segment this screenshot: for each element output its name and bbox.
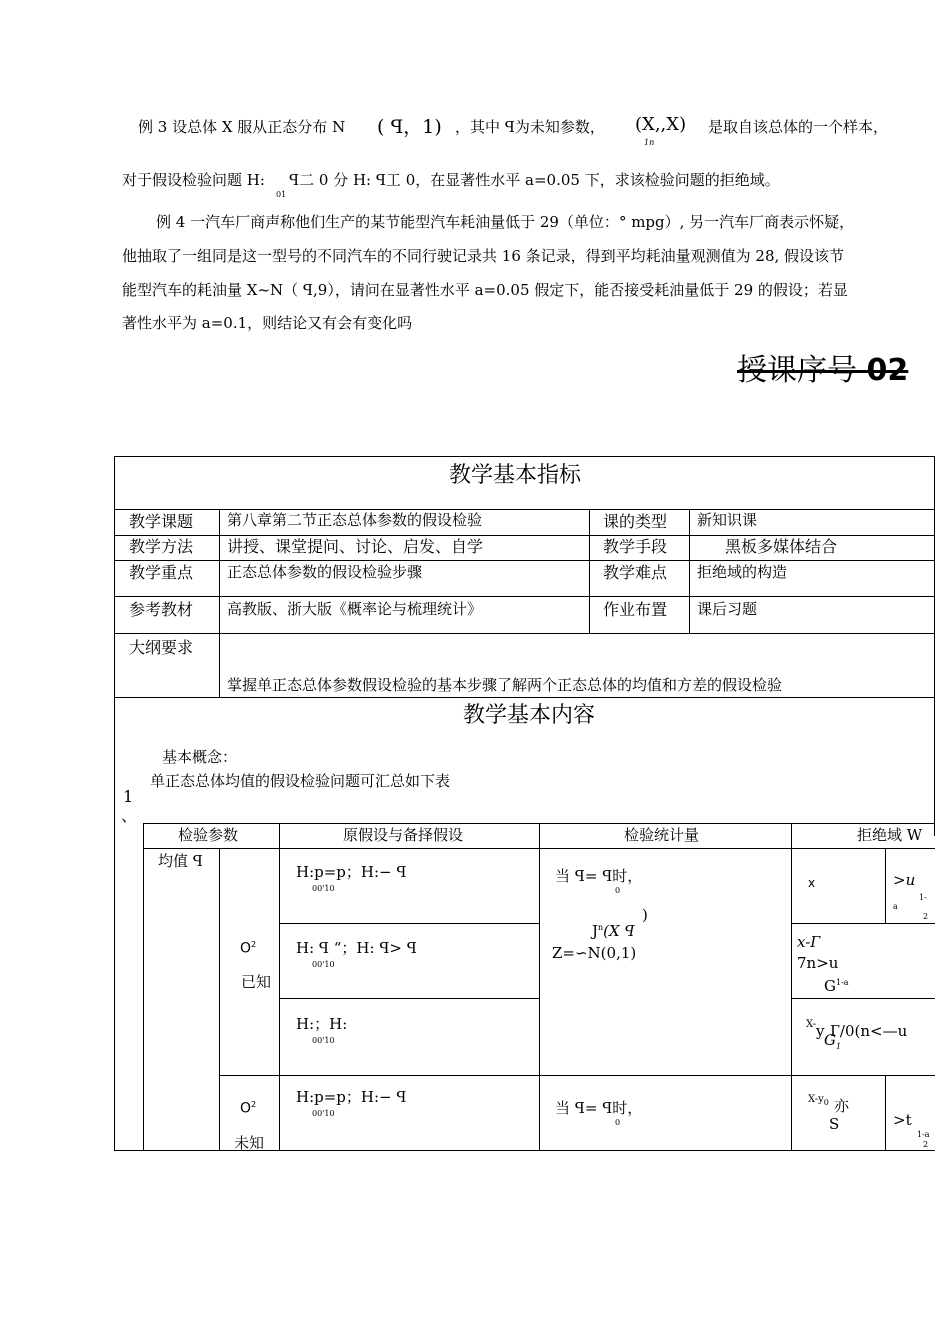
col-line [589,509,590,633]
rejection-row1-sub2: a [893,902,898,911]
concept-label: 基本概念： [162,748,238,766]
rejection-row3-g: G [824,1031,836,1049]
sigma-known-letter: O [240,940,252,957]
rejection-row4-sub2: 2 [923,1140,929,1149]
example3-line2-sub: 01 [276,190,287,199]
inner-col-line [791,823,792,1151]
rejection-row1-sub3: 2 [923,912,929,921]
example4-line3: 能型汽车的耗油量 X~N（ ꟼ,9），请问在显著性水平 a=0.05 假定下，能否接受耗油量低于 29 的假设；若显 [122,281,848,299]
rejection-row4-right: >t [893,1111,912,1129]
inner-row-line [279,998,539,999]
section-number: 1 [123,787,134,806]
inner-col-line [143,823,144,1151]
rejection-row3-d [824,1030,841,1057]
rejection-row2-c [824,973,849,996]
means-label: 教学手段 [603,537,668,556]
rejection-row3-c: Г/0(n<—u [830,1022,908,1040]
header-hypothesis: 原假设与备择假设 [343,826,464,844]
topic-value: 第八章第二节正态总体参数的假设检验 [227,511,483,529]
type-value: 新知识课 [697,511,758,529]
outline-value: 掌握单正态总体参数假设检验的基本步骤了解两个正态总体的均值和方差的假设检验 [227,676,783,694]
col-line [689,509,690,633]
inner-col-line [885,1075,886,1151]
hypothesis-row2: H: ꟼ “；H: ꟼ> ꟼ [296,939,417,957]
example4-line1: 例 4 一汽车厂商声称他们生产的某节能型汽车耗油量低于 29（单位：° mpg）, 另一汽车厂商表示怀疑， [156,213,855,231]
method-label: 教学方法 [129,537,194,556]
textbook-value: 高教版、浙大版《概率论与梳理统计》 [227,600,483,618]
example3-line1-paren: ( ꟼ，1) [377,116,442,138]
topic-label: 教学课题 [129,512,194,531]
statistic-known-condition: 当 ꟼ= ꟼ时， [555,867,643,885]
statistic-sqrt-n: n [598,923,604,932]
rejection-row4-xy: X-y [808,1094,824,1105]
hypothesis-row1: H:p=p；H:− ꟼ [296,863,407,881]
statistic-known-numerator [592,918,635,941]
rejection-row4-sub1: 1-a [917,1130,930,1139]
inner-row-line [279,923,539,924]
header-param: 检验参数 [178,826,239,844]
example4-line4: 著性水平为 a=0.1，则结论又有会有变化吗 [122,314,413,332]
statistic-unknown-sub: 0 [615,1118,621,1127]
statistic-known-z: Z=∽N(0,1) [552,944,637,962]
table-border-right [934,456,935,836]
content-title: 教学基本内容 [463,703,596,728]
sigma-unknown-sub: 2 [251,1100,257,1109]
rejection-row2-sup: 1-a [835,978,849,987]
sigma-unknown-label: 未知 [234,1134,265,1152]
inner-col-line [279,823,280,1151]
rejection-row4-c: S [829,1115,840,1133]
key-label: 教学重点 [129,563,194,582]
example3-sample-sub: 1n [644,138,655,147]
inner-row-line [791,998,935,999]
hypothesis-row3-sub: 00'10 [312,1036,335,1045]
hypothesis-row2-sub: 00'10 [312,960,335,969]
rejection-row2-b: 7n>u [797,954,839,972]
row-line [114,596,935,597]
rejection-row1-right: >u [893,871,916,889]
sigma-unknown-symbol [240,1095,256,1119]
col-line [219,509,220,697]
rejection-row2-g: G [824,977,836,995]
row-line [114,560,935,561]
method-value: 讲授、课堂提问、讨论、启发、自学 [227,537,484,556]
homework-value: 课后习题 [697,600,758,618]
indicators-title: 教学基本指标 [449,463,582,488]
sigma-unknown-letter: O [240,1100,252,1117]
hypothesis-row1-sub: 00'10 [312,884,335,893]
example3-line2-a: 对于假设检验问题 H: [122,171,265,189]
rejection-row4-b: 亦 [834,1097,850,1115]
textbook-label: 参考教材 [129,600,194,619]
inner-col-line [219,848,220,1151]
param-mean: 均值 ꟼ [158,852,203,870]
hypothesis-row3: H:；H: [296,1015,348,1033]
inner-row-line [791,923,935,924]
statistic-known-paren: ) [642,906,648,924]
statistic-unknown-condition: 当 ꟼ= ꟼ时， [555,1099,643,1117]
row-line [114,633,935,634]
example4-line2: 他抽取了一组同是这一型号的不同汽车的不同行驶记录共 16 条记录，得到平均耗油量观测值为 28, 假设该节 [122,247,845,265]
table-border-top [114,456,935,457]
rejection-row1-left: x [808,876,816,890]
example3-line1-c: 是取自该总体的一个样本， [708,118,889,136]
rejection-row3-sub: 1 [835,1042,842,1051]
example3-sample: (X,,X) [635,114,687,135]
rejection-row3-a: X- [806,1019,817,1030]
rejection-row4-sub: 0 [823,1098,829,1107]
difficulty-value: 拒绝域的构造 [697,563,788,581]
lesson-number-heading [737,345,908,389]
row-line [114,535,935,536]
sigma-known-symbol [240,935,256,959]
hypothesis-row4-sub: 00'10 [312,1109,335,1118]
content-intro: 单正态总体均值的假设检验问题可汇总如下表 [150,772,451,790]
difficulty-label: 教学难点 [603,563,668,582]
type-label: 课的类型 [603,512,668,531]
header-rejection: 拒绝域 W [857,826,923,844]
header-statistic: 检验统计量 [624,826,700,844]
example3-line1-b: ，其中 ꟼ为未知参数， [455,118,605,136]
homework-label: 作业布置 [603,600,668,619]
outline-label: 大纲要求 [129,638,194,657]
inner-col-line [885,848,886,923]
rejection-row3-b: y [816,1022,825,1040]
sigma-known-label: 已知 [241,973,272,991]
means-value: 黑板多媒体结合 [725,537,838,556]
example3-line1-a: 例 3 设总体 X 服从正态分布 N [138,118,346,136]
rejection-row4-a [808,1094,829,1107]
row-line [114,697,935,698]
key-value: 正态总体参数的假设检验步骤 [227,563,423,581]
statistic-sqrt-j: J [592,922,599,940]
statistic-x-mu: (X ꟼ [603,922,635,940]
sigma-known-sub: 2 [251,940,257,949]
example3-line2-b: ꟼ二 0 分 H: ꟼ工 0，在显著性水平 a=0.05 下，求该检验问题的拒绝域。 [289,171,780,189]
hypothesis-row4: H:p=p；H:− ꟼ [296,1088,407,1106]
inner-row-line [219,1075,935,1076]
lesson-heading-number: 02 [866,353,909,388]
rejection-row2-a: x-Г [797,933,821,951]
statistic-known-sub: 0 [615,886,621,895]
rejection-row1-sub1: 1- [919,893,927,902]
inner-col-line [539,823,540,1151]
section-number-dot: 、 [121,806,138,825]
lesson-heading-text: 授课序号 [737,353,867,388]
